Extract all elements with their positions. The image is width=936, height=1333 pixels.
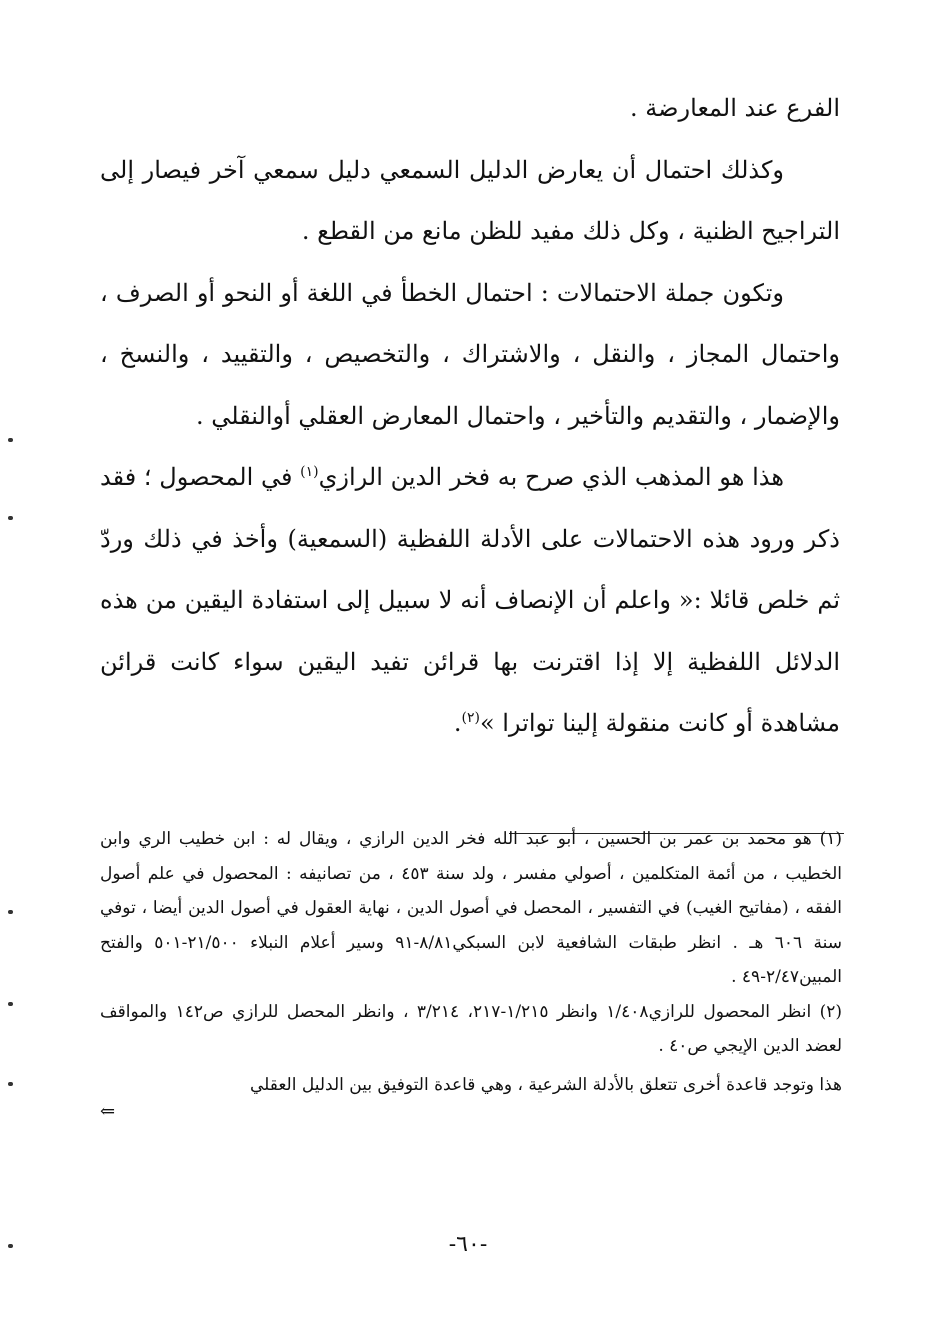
page-number: -٦٠- [448, 1232, 488, 1257]
paragraph-3: وتكون جملة الاحتمالات : احتمال الخطأ في اللغة أو النحو أو الصرف ، واحتمال المجاز ، والنقل ، والاشتراك ، والتخصيص ، والتقييد ، والنسخ ، والإضمار ، والتقديم والتأخير ، واحتمال المعارض العقلي أوالنقلي . [100, 278, 840, 430]
main-text [100, 78, 840, 755]
margin-mark [8, 910, 13, 914]
margin-mark [8, 1002, 13, 1006]
razi-text-part3: . [453, 709, 462, 737]
footnotes [100, 822, 842, 1122]
margin-mark [8, 516, 13, 520]
footnote-ref-1[interactable]: (١) [300, 464, 319, 480]
razi-text-part1: هذا هو المذهب الذي صرح به فخر الدين الرازي [318, 463, 784, 491]
paragraph-1: الفرع عند المعارضة . [630, 94, 840, 122]
margin-mark [8, 1244, 13, 1248]
footnote-ref-2[interactable]: (٢) [461, 710, 480, 726]
razi-text-part2: في المحصول ؛ فقد ذكر ورود هذه الاحتمالات على الأدلة اللفظية (السمعية) وأخذ في ذلك وردّ ثم خلص قائلا :« واعلم أن الإنصاف أنه لا سبيل إلى استفادة اليقين من هذه الدلائل اللفظية إلا إذا اقترنت بها قرائن تفيد اليقين سواء كانت قرائن مشاهدة أو كانت منقولة إلينا تواترا » [100, 463, 840, 737]
footnote-1: (١) هو محمد بن عمر بن الحسين ، أبو عبد الله فخر الدين الرازي ، ويقال له : ابن خطيب الري وابن الخطيب ، من أئمة المتكلمين ، أصولي مفسر ، ولد سنة ٤٥٣ ، من تصانيفه : المحصول في علم أصول الفقه ، (مفاتيح الغيب) في التفسير ، المحصل في أصول الدين ، نهاية العقول في أصول الدين أيضا ، توفي سنة ٦٠٦ هـ . انظر طبقات الشافعية لابن السبكي٨/٨١-٩١ وسير أعلام النبلاء ٢١/٥٠٠-٥٠١ والفتح المبين٢/٤٧-٤٩ . [100, 829, 842, 987]
margin-mark [8, 438, 13, 442]
footnote-2: (٢) انظر المحصول للرازي١/٤٠٨ وانظر ١/٢١٥-٢١٧، ٣/٢١٤ ، وانظر المحصل للرازي ص١٤٢ والمواقف لعضد الدين الإيجي ص٤٠ . [100, 1001, 843, 1056]
paragraph-2: وكذلك احتمال أن يعارض الدليل السمعي دليل سمعي آخر فيصار إلى التراجيح الظنية ، وكل ذلك مفيد للظن مانع من القطع . [100, 155, 840, 245]
paragraph-4 [100, 447, 840, 755]
continuation-arrow-icon: ⇐ [100, 1101, 116, 1122]
margin-mark [8, 1082, 13, 1086]
footnote-note: هذا وتوجد قاعدة أخرى تتعلق بالأدلة الشرعية ، وهي قاعدة التوفيق بين الدليل العقلي [249, 1074, 842, 1095]
